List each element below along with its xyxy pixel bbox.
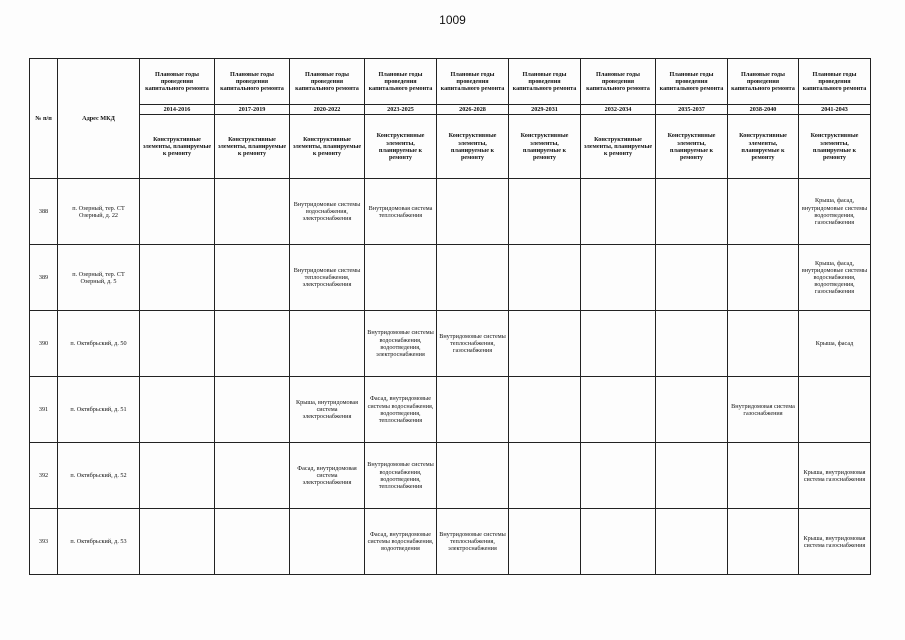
period-header: Плановые годы проведения капитального ремонта [728, 59, 799, 105]
row-address: п. Октябрьский, д. 50 [58, 311, 140, 377]
repair-cell [140, 311, 215, 377]
repair-cell: Внутридомовые системы теплоснабжения, газоснабжения [437, 311, 509, 377]
repair-cell: Крыша, фасад, внутридомовые системы водоснабжения, водоотведения, газоснабжения [799, 245, 871, 311]
period-header: Плановые годы проведения капитального ремонта [215, 59, 290, 105]
period-header: Плановые годы проведения капитального ремонта [656, 59, 728, 105]
period-header: Плановые годы проведения капитального ремонта [290, 59, 365, 105]
repair-cell [509, 311, 581, 377]
repair-cell [581, 509, 656, 575]
repair-cell [656, 377, 728, 443]
period-header: Плановые годы проведения капитального ремонта [581, 59, 656, 105]
repair-cell: Внутридомовые системы водоснабжения, водоотведения, теплоснабжения [365, 443, 437, 509]
period-header: Плановые годы проведения капитального ремонта [365, 59, 437, 105]
repair-cell [140, 443, 215, 509]
repair-cell [581, 443, 656, 509]
repair-cell [140, 377, 215, 443]
elements-header: Конструктивные элементы, планируемые к ремонту [728, 115, 799, 179]
repair-cell: Фасад, внутридомовые системы водоснабжения, водоотведения [365, 509, 437, 575]
repair-cell [215, 377, 290, 443]
repair-cell [140, 245, 215, 311]
repair-cell: Фасад, внутридомовые системы водоснабжения, водоотведения, теплоснабжения [365, 377, 437, 443]
row-number: 392 [30, 443, 58, 509]
table-row [30, 245, 871, 311]
elements-header: Конструктивные элементы, планируемые к ремонту [215, 115, 290, 179]
repair-cell [215, 179, 290, 245]
repair-cell [581, 377, 656, 443]
period-header: Плановые годы проведения капитального ремонта [437, 59, 509, 105]
row-number: 391 [30, 377, 58, 443]
row-address: п. Октябрьский, д. 52 [58, 443, 140, 509]
repair-cell [728, 245, 799, 311]
repair-cell [140, 179, 215, 245]
repair-cell: Крыша, фасад [799, 311, 871, 377]
repair-cell: Фасад, внутридомовая система электроснабжения [290, 443, 365, 509]
elements-header: Конструктивные элементы, планируемые к ремонту [509, 115, 581, 179]
period-range: 2014-2016 [140, 105, 215, 115]
repair-cell [656, 179, 728, 245]
repair-cell: Внутридомовая система теплоснабжения [365, 179, 437, 245]
repair-cell [140, 509, 215, 575]
repair-cell [215, 311, 290, 377]
repair-cell [290, 509, 365, 575]
period-range: 2026-2028 [437, 105, 509, 115]
period-range: 2029-2031 [509, 105, 581, 115]
repair-cell [290, 311, 365, 377]
row-address: п. Озерный, тер. СТ Озерный, д. 5 [58, 245, 140, 311]
repair-cell [581, 311, 656, 377]
elements-header: Конструктивные элементы, планируемые к ремонту [437, 115, 509, 179]
elements-header: Конструктивные элементы, планируемые к ремонту [290, 115, 365, 179]
repair-cell: Внутридомовые системы теплоснабжения, электроснабжения [437, 509, 509, 575]
period-range: 2032-2034 [581, 105, 656, 115]
row-number: 393 [30, 509, 58, 575]
repair-cell [509, 377, 581, 443]
repair-cell [509, 245, 581, 311]
repair-cell: Внутридомовые системы водоснабжения, водоотведения, электроснабжения [365, 311, 437, 377]
repair-cell [799, 377, 871, 443]
capital-repair-table [29, 58, 871, 575]
repair-cell [509, 179, 581, 245]
repair-cell: Внутридомовые системы водоснабжения, электроснабжения [290, 179, 365, 245]
table-row [30, 311, 871, 377]
repair-cell [437, 245, 509, 311]
repair-cell: Крыша, внутридомовая система электроснабжения [290, 377, 365, 443]
table-row [30, 443, 871, 509]
row-number: 390 [30, 311, 58, 377]
repair-cell: Крыша, фасад, внутридомовые системы водоотведения, газоснабжения [799, 179, 871, 245]
elements-header: Конструктивные элементы, планируемые к ремонту [365, 115, 437, 179]
column-header-number: № п/п [30, 59, 58, 179]
period-range: 2023-2025 [365, 105, 437, 115]
repair-cell [437, 377, 509, 443]
period-range: 2017-2019 [215, 105, 290, 115]
repair-cell [215, 509, 290, 575]
row-address: п. Озерный, тер. СТ Озерный, д. 22 [58, 179, 140, 245]
elements-header: Конструктивные элементы, планируемые к ремонту [140, 115, 215, 179]
period-header: Плановые годы проведения капитального ремонта [140, 59, 215, 105]
table-row [30, 377, 871, 443]
period-range: 2041-2043 [799, 105, 871, 115]
table-row [30, 179, 871, 245]
period-range: 2038-2040 [728, 105, 799, 115]
row-number: 389 [30, 245, 58, 311]
repair-cell: Внутридомовая система газоснабжения [728, 377, 799, 443]
repair-cell [656, 443, 728, 509]
column-header-address: Адрес МКД [58, 59, 140, 179]
period-header: Плановые годы проведения капитального ремонта [799, 59, 871, 105]
period-header: Плановые годы проведения капитального ремонта [509, 59, 581, 105]
row-number: 388 [30, 179, 58, 245]
repair-cell [728, 179, 799, 245]
repair-cell [656, 245, 728, 311]
repair-cell [581, 245, 656, 311]
repair-cell: Крыша, внутридомовая система газоснабжения [799, 509, 871, 575]
repair-cell: Внутридомовые системы теплоснабжения, электроснабжения [290, 245, 365, 311]
repair-cell [509, 509, 581, 575]
elements-header: Конструктивные элементы, планируемые к ремонту [799, 115, 871, 179]
period-range: 2020-2022 [290, 105, 365, 115]
repair-cell [437, 179, 509, 245]
repair-cell: Крыша, внутридомовая система газоснабжения [799, 443, 871, 509]
repair-cell [656, 311, 728, 377]
repair-cell [215, 443, 290, 509]
repair-cell [437, 443, 509, 509]
elements-header: Конструктивные элементы, планируемые к ремонту [656, 115, 728, 179]
page-number: 1009 [439, 13, 466, 27]
repair-cell [581, 179, 656, 245]
repair-cell [728, 311, 799, 377]
repair-cell [215, 245, 290, 311]
repair-cell [509, 443, 581, 509]
table-row [30, 509, 871, 575]
repair-cell [728, 509, 799, 575]
repair-cell [728, 443, 799, 509]
repair-cell [656, 509, 728, 575]
period-range: 2035-2037 [656, 105, 728, 115]
row-address: п. Октябрьский, д. 51 [58, 377, 140, 443]
row-address: п. Октябрьский, д. 53 [58, 509, 140, 575]
elements-header: Конструктивные элементы, планируемые к ремонту [581, 115, 656, 179]
repair-cell [365, 245, 437, 311]
